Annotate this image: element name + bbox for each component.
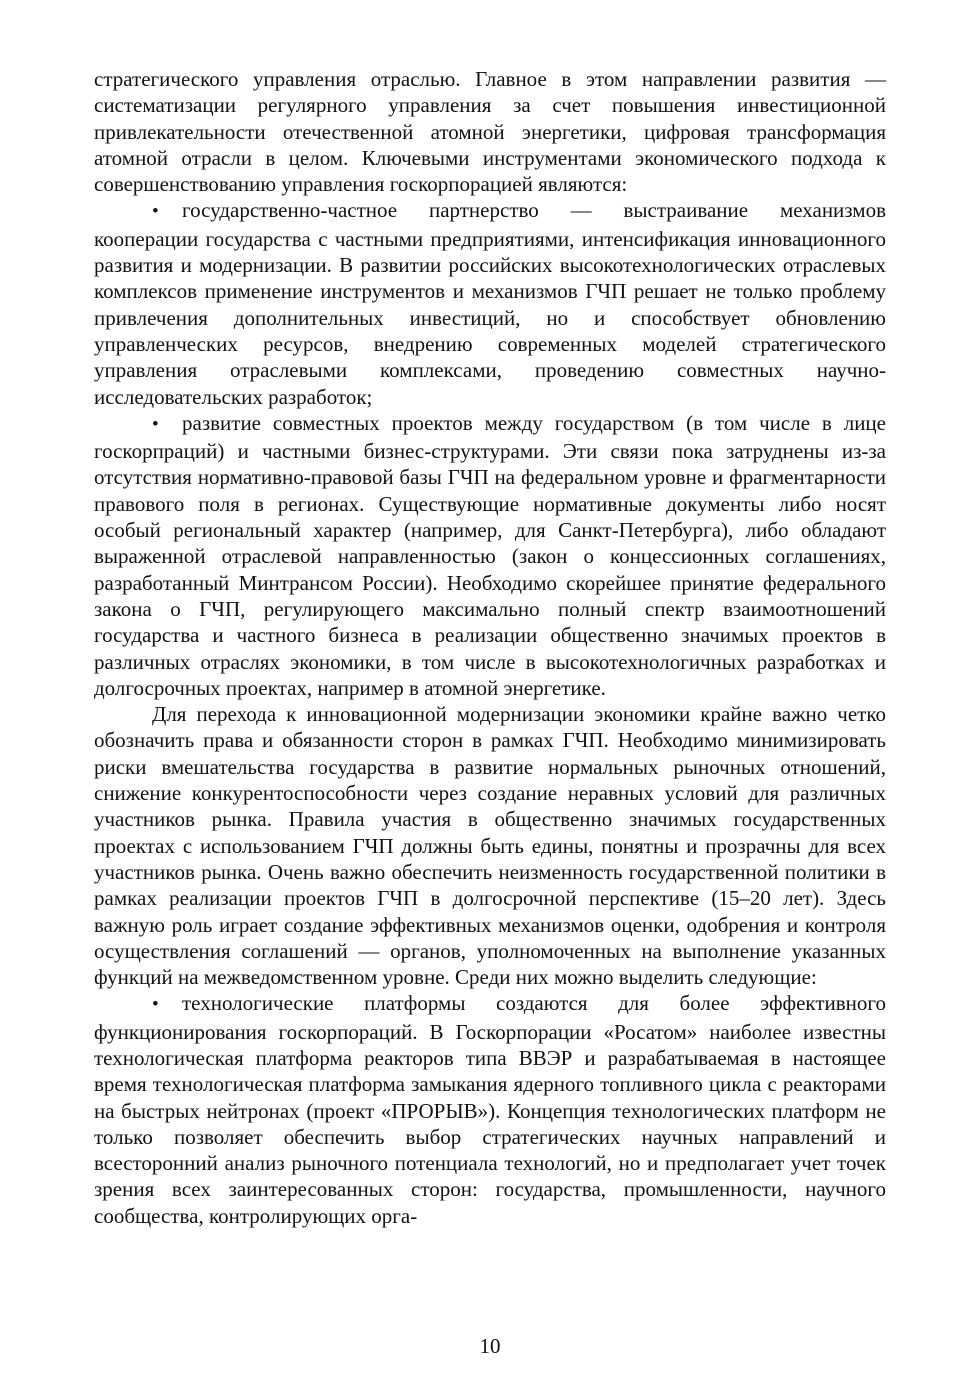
page-number: 10 [479,1334,501,1358]
bullet-item-text: технологические платформы создаются для более эффективного функционирования госкорпораций. В Госкорпорации «Росатом» наиболее известны технологическая платформа реакторов типа ВВЭР и разрабатываемая в настоящее время технологическая платформа замыкания ядерного топливного цикла с реакторами на быстрых нейтронах (проект «ПРОРЫВ»). Концепция технологических платформ не только позволяет обеспечить выбор стратегических научных направлений и всесторонний анализ рыночного потенциала технологий, но и предполагает учет точек зрения всех заинтересованных сторон: государства, промышленности, научного сообщества, контролирующих орга- [94,991,886,1228]
bullet-item-joint-projects [94,410,886,701]
paragraph-continuation: стратегического управления отраслью. Главное в этом направлении развития — систематизации регулярного управления за счет повышения инвестиционной привлекательности отечественной атомной энергетики, цифровая трансформация атомной отрасли в целом. Ключевыми инструментами экономического подхода к совершенствованию управления госкорпорацией являются: [94,67,886,197]
bullet-dot-icon: • [152,201,159,223]
bullet-dot-icon: • [152,994,159,1016]
paragraph-modernization: Для перехода к инновационной модернизации экономики крайне важно четко обозначить права и обязанности сторон в рамках ГЧП. Необходимо минимизировать риски вмешательства государства в развитие нормальных рыночных отношений, снижение конкурентоспособности через создание неравных условий для различных участников рынка. Правила участия в общественно значимых государственных проектах с использованием ГЧП должны быть едины, понятны и прозрачны для всех участников рынка. Очень важно обеспечить неизменность государственной политики в рамках реализации проектов ГЧП в долгосрочной перспективе (15–20 лет). Здесь важную роль играет создание эффективных механизмов оценки, одобрения и контроля осуществления соглашений — органов, уполномоченных на выполнение указанных функций на межведомственном уровне. Среди них можно выделить следующие: [94,702,886,990]
bullet-dot-icon: • [152,413,159,435]
bullet-item-text: развитие совместных проектов между государством (в том числе в лице госкорпраций) и частными бизнес-структурами. Эти связи пока затруднены из-за отсутствия нормативно-правовой базы ГЧП на федеральном уровне и фрагментарности правового поля в регионах. Существующие нормативные документы либо носят особый региональный характер (например, для Санкт-Петербурга), либо обладают выраженной отраслевой направленностью (закон о концессионных соглашениях, разработанный Минтрансом России). Необходимо скорейшее принятие федерального закона о ГЧП, регулирующего максимально полный спектр взаимоотношений государства и частного бизнеса в реализации общественно значимых проектов в различных отраслях экономики, в том числе в высокотехнологичных разработках и долгосрочных проектах, например в атомной энергетике. [94,410,886,700]
bullet-item-text: государственно-частное партнерство — выстраивание механизмов кооперации государства с частными предприятиями, интенсификация инновaционного развития и модернизации. В развитии российских высокотехнологических отраслевых комплексов применение инструментов и механизмов ГЧП решает не только проблему привлечения дополнительных инвестиций, но и способствует обновлению управленческих ресурсов, внедрению современных моделей стратегического управления отраслевыми комплексами, проведению совместных научно-исследовательских разработок; [94,198,886,409]
document-page [94,66,886,1229]
bullet-item-tech-platforms [94,990,886,1229]
bullet-item-gchp [94,197,886,409]
